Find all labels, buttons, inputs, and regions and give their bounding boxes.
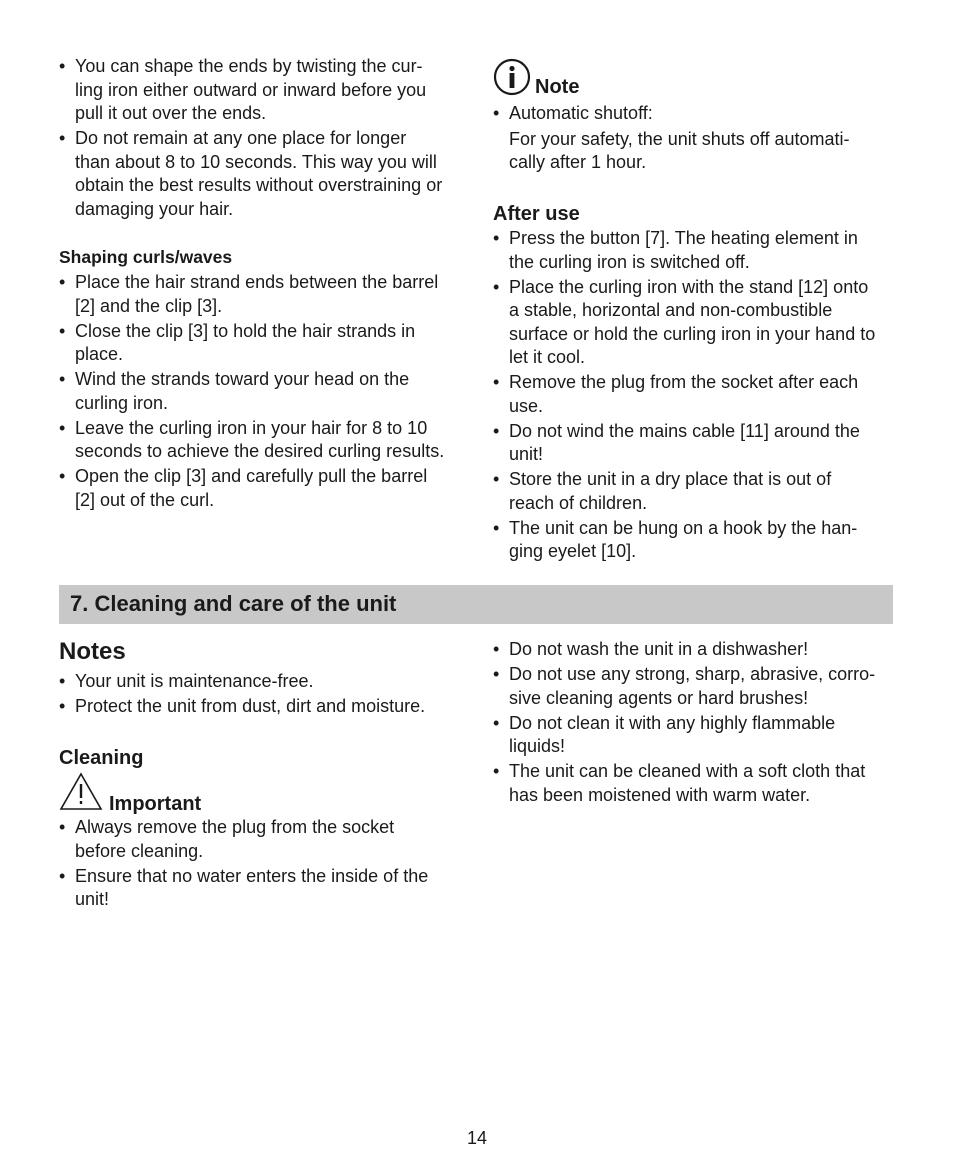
list-item: • Do not remain at any one place for longer than about 8 to 10 seconds. This way you will obtain the best results without overstraining or damaging your hair. xyxy=(59,128,443,219)
list-item: • Leave the curling iron in your hair for 8 to 10 seconds to achieve the desired curling results. xyxy=(59,417,445,461)
cleaning-rules-section xyxy=(493,638,903,809)
list-item: • Place the hair strand ends between the barrel [2] and the clip [3]. xyxy=(59,272,439,316)
section-title: 7. Cleaning and care of the unit xyxy=(70,591,397,616)
after-use-section xyxy=(493,202,903,565)
list-item: • Remove the plug from the socket after each use. xyxy=(493,372,859,416)
list-item: • Do not clean it with any highly flammable liquids! xyxy=(493,712,836,756)
note-section xyxy=(493,58,903,175)
list-item: • Store the unit in a dry place that is out of reach of children. xyxy=(493,469,832,513)
notes-heading: Notes xyxy=(59,638,126,665)
left-column-top xyxy=(59,55,469,223)
note-label: Note xyxy=(535,76,580,98)
list-item: • Do not use any strong, sharp, abrasive, corro- sive cleaning agents or hard brushes! xyxy=(493,664,876,708)
list-item: • Do not wash the unit in a dishwasher! xyxy=(493,639,809,659)
list-item: • Press the button [7]. The heating element in the curling iron is switched off. xyxy=(493,228,858,272)
list-item: • Do not wind the mains cable [11] around the unit! xyxy=(493,420,860,464)
list-item: • Open the clip [3] and carefully pull the barrel [2] out of the curl. xyxy=(59,466,428,510)
note-heading-row xyxy=(493,58,903,100)
important-label: Important xyxy=(109,793,202,815)
important-list xyxy=(59,816,469,912)
cleaning-rules-list xyxy=(493,638,903,807)
cleaning-section xyxy=(59,746,469,913)
list-item: • Always remove the plug from the socket before cleaning. xyxy=(59,817,395,861)
note-list xyxy=(493,102,903,126)
note-text: For your safety, the unit shuts off automati- cally after 1 hour. xyxy=(509,128,850,172)
shaping-section xyxy=(59,246,469,514)
bullet-list-twisting xyxy=(59,55,469,221)
list-item: • Ensure that no water enters the inside of the unit! xyxy=(59,865,429,909)
section-bar xyxy=(59,585,893,624)
cleaning-heading: Cleaning xyxy=(59,747,144,769)
bullet-list-shaping xyxy=(59,271,469,512)
notes-list xyxy=(59,670,469,719)
important-heading-row xyxy=(59,772,469,814)
list-item: • The unit can be cleaned with a soft cloth that has been moistened with warm water. xyxy=(493,761,866,805)
list-item: • Wind the strands toward your head on the curling iron. xyxy=(59,369,410,413)
list-item: • Place the curling iron with the stand [12] onto a stable, horizontal and non-combustible surface or hold the curling iron in your hand to let it cool. xyxy=(493,276,876,367)
after-use-list xyxy=(493,227,903,564)
list-item: • Your unit is maintenance-free. xyxy=(59,671,314,691)
list-item: • Close the clip [3] to hold the hair strands in place. xyxy=(59,320,416,364)
list-item: • You can shape the ends by twisting the cur- ling iron either outward or inward before you pull it out over the ends. xyxy=(59,56,427,123)
after-use-heading: After use xyxy=(493,203,580,225)
list-item: • The unit can be hung on a hook by the han- ging eyelet [10]. xyxy=(493,517,858,561)
list-item: • Protect the unit from dust, dirt and moisture. xyxy=(59,696,426,716)
warning-icon xyxy=(59,772,103,812)
list-item: • Automatic shutoff: xyxy=(493,103,653,123)
page-number: 14 xyxy=(466,1128,488,1148)
info-icon xyxy=(493,58,531,96)
shaping-heading: Shaping curls/waves xyxy=(59,247,233,267)
notes-section xyxy=(59,638,469,720)
